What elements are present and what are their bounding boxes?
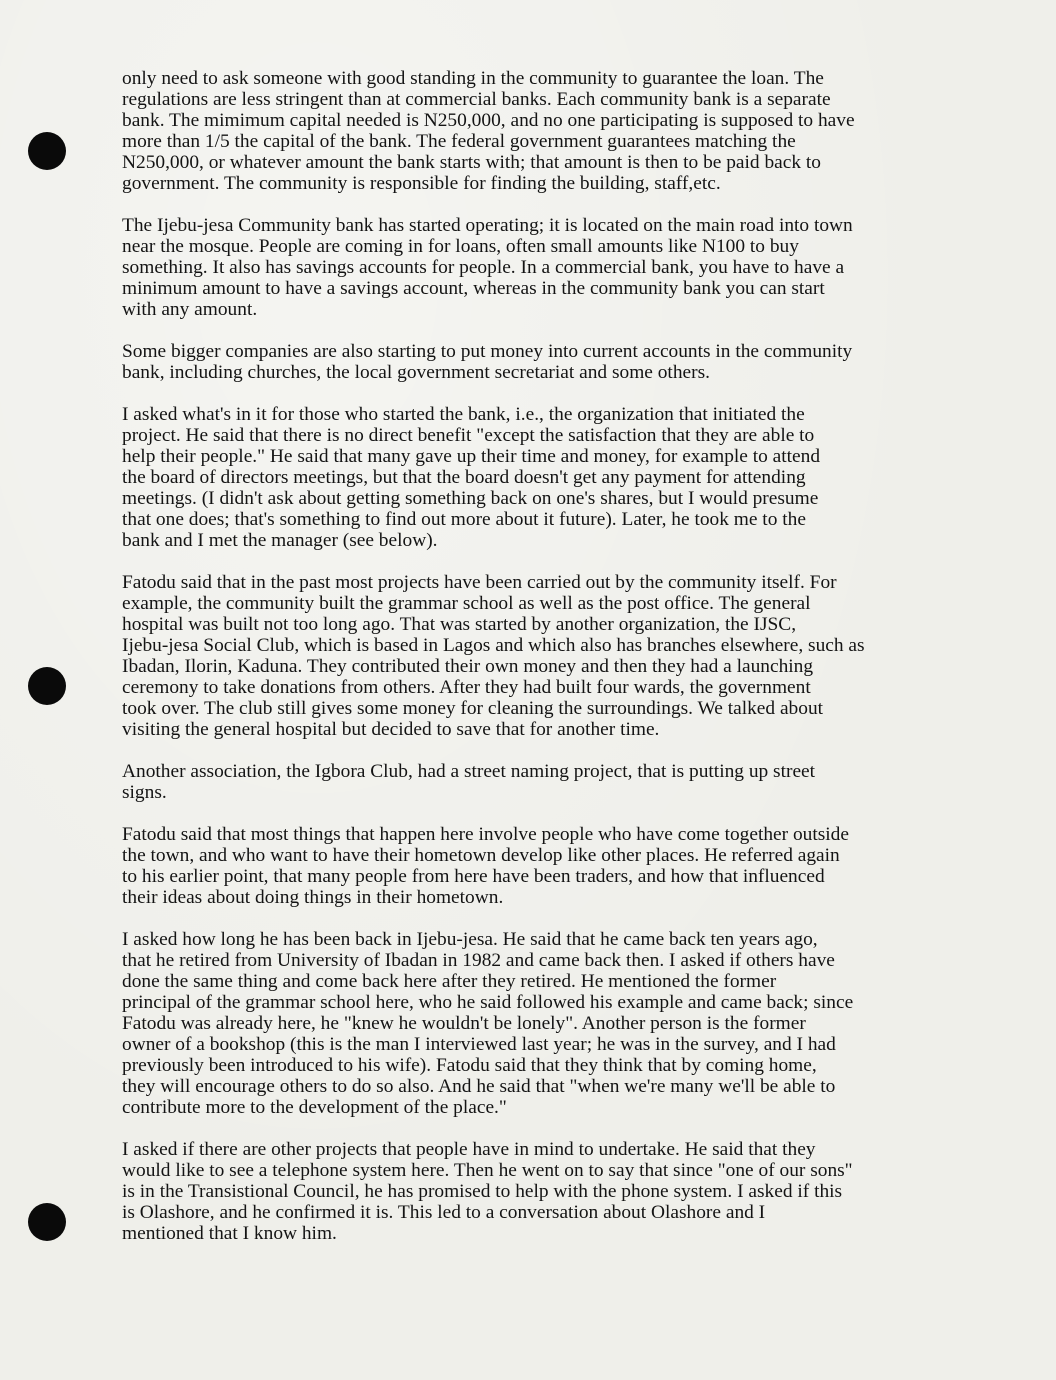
text-line: their ideas about doing things in their hometown. (122, 887, 504, 908)
text-line: bank and I met the manager (see below). (122, 530, 438, 551)
text-line: mentioned that I know him. (122, 1223, 337, 1244)
text-line: visiting the general hospital but decided to save that for another time. (122, 719, 660, 740)
paragraph-8 (122, 929, 940, 1118)
text-line: near the mosque. People are coming in for loans, often small amounts like N100 to buy (122, 236, 799, 257)
binder-hole-bottom (28, 1203, 66, 1241)
text-line: Ijebu-jesa Social Club, which is based in Lagos and which also has branches elsewhere, such as (122, 635, 865, 656)
text-line: meetings. (I didn't ask about getting something back on one's shares, but I would presume (122, 488, 819, 509)
binder-hole-top (28, 132, 66, 170)
text-line: I asked how long he has been back in Ijebu-jesa. He said that he came back ten years ago, (122, 929, 818, 950)
text-line: more than 1/5 the capital of the bank. The federal government guarantees matching the (122, 131, 796, 152)
text-line: signs. (122, 782, 167, 803)
text-line: something. It also has savings accounts for people. In a commercial bank, you have to have a (122, 257, 845, 278)
text-line: Fatodu said that most things that happen here involve people who have come together outside (122, 824, 849, 845)
text-line: previously been introduced to his wife). Fatodu said that they think that by coming home, (122, 1055, 817, 1076)
text-line: hospital was built not too long ago. That was started by another organization, the IJSC, (122, 614, 797, 635)
text-line: Fatodu said that in the past most projects have been carried out by the community itself. For (122, 572, 837, 593)
text-line: I asked what's in it for those who started the bank, i.e., the organization that initiated the (122, 404, 805, 425)
paragraph-3 (122, 341, 940, 383)
paragraph-9 (122, 1139, 940, 1244)
text-line: done the same thing and come back here after they retired. He mentioned the former (122, 971, 777, 992)
text-line: Ibadan, Ilorin, Kaduna. They contributed their own money and then they had a launching (122, 656, 814, 677)
binder-hole-middle (28, 667, 66, 705)
text-line: is in the Transistional Council, he has promised to help with the phone system. I asked if this (122, 1181, 843, 1202)
text-line: example, the community built the grammar school as well as the post office. The general (122, 593, 811, 614)
text-line: minimum amount to have a savings account, whereas in the community bank you can start (122, 278, 825, 299)
text-line: contribute more to the development of the place." (122, 1097, 507, 1118)
paragraph-6 (122, 761, 940, 803)
text-line: N250,000, or whatever amount the bank starts with; that amount is then to be paid back to (122, 152, 821, 173)
text-line: is Olashore, and he confirmed it is. This led to a conversation about Olashore and I (122, 1202, 766, 1223)
paragraph-1 (122, 68, 940, 194)
text-line: took over. The club still gives some money for cleaning the surroundings. We talked about (122, 698, 824, 719)
text-line: with any amount. (122, 299, 258, 320)
paragraph-5 (122, 572, 940, 740)
text-line: principal of the grammar school here, who he said followed his example and came back; since (122, 992, 854, 1013)
paragraph-4 (122, 404, 940, 551)
text-line: I asked if there are other projects that people have in mind to undertake. He said that they (122, 1139, 816, 1160)
text-line: only need to ask someone with good standing in the community to guarantee the loan. The (122, 68, 824, 89)
text-line: bank, including churches, the local government secretariat and some others. (122, 362, 710, 383)
document-text-body (122, 68, 940, 1265)
paragraph-7 (122, 824, 940, 908)
paragraph-2 (122, 215, 940, 320)
text-line: project. He said that there is no direct benefit "except the satisfaction that they are able to (122, 425, 815, 446)
text-line: Some bigger companies are also starting to put money into current accounts in the community (122, 341, 853, 362)
text-line: Fatodu was already here, he "knew he wouldn't be lonely". Another person is the former (122, 1013, 806, 1034)
text-line: owner of a bookshop (this is the man I interviewed last year; he was in the survey, and I had (122, 1034, 836, 1055)
text-line: the board of directors meetings, but that the board doesn't get any payment for attending (122, 467, 806, 488)
text-line: The Ijebu-jesa Community bank has started operating; it is located on the main road into town (122, 215, 853, 236)
text-line: regulations are less stringent than at commercial banks. Each community bank is a separate (122, 89, 831, 110)
text-line: they will encourage others to do so also. And he said that "when we're many we'll be able to (122, 1076, 836, 1097)
text-line: that he retired from University of Ibadan in 1982 and came back then. I asked if others have (122, 950, 835, 971)
text-line: to his earlier point, that many people from here have been traders, and how that influenced (122, 866, 825, 887)
text-line: bank. The mimimum capital needed is N250,000, and no one participating is supposed to have (122, 110, 855, 131)
text-line: the town, and who want to have their hometown develop like other places. He referred again (122, 845, 840, 866)
text-line: Another association, the Igbora Club, had a street naming project, that is putting up street (122, 761, 816, 782)
text-line: that one does; that's something to find out more about it future). Later, he took me to the (122, 509, 806, 530)
text-line: ceremony to take donations from others. After they had built four wards, the government (122, 677, 811, 698)
text-line: would like to see a telephone system here. Then he went on to say that since "one of our sons" (122, 1160, 853, 1181)
text-line: government. The community is responsible for finding the building, staff,etc. (122, 173, 721, 194)
text-line: help their people." He said that many gave up their time and money, for example to attend (122, 446, 821, 467)
